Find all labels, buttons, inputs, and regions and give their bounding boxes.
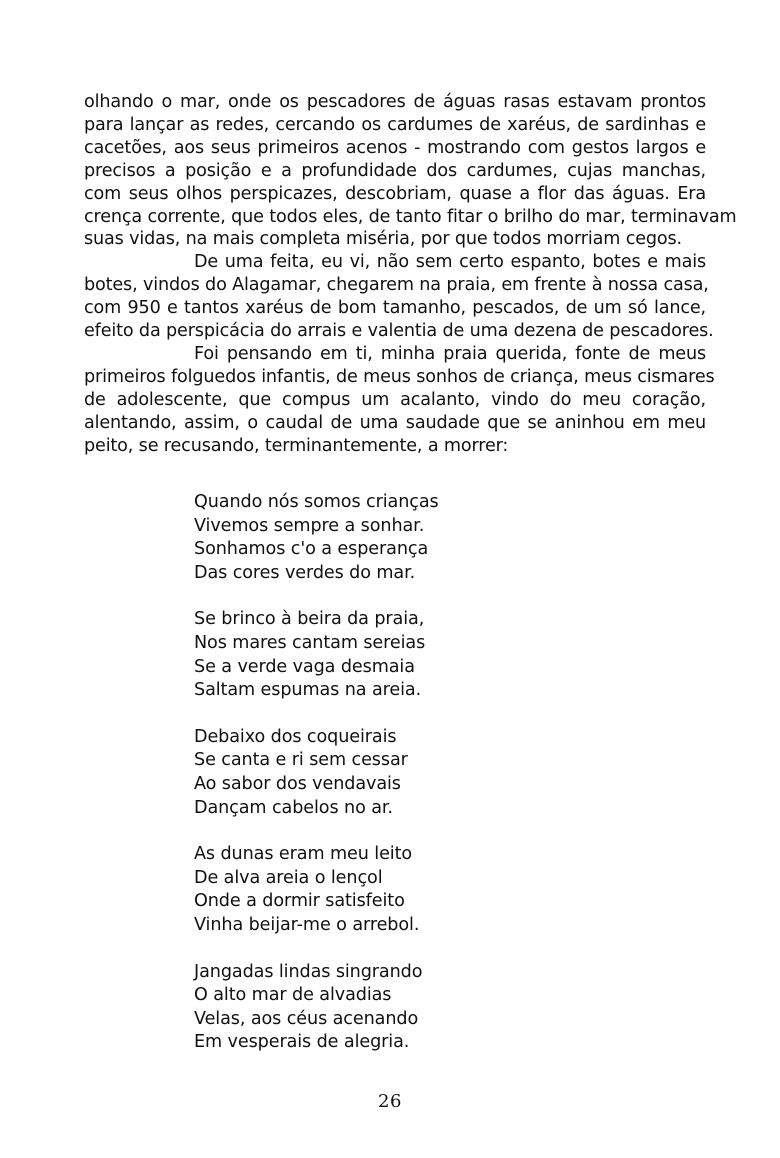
text-line: de adolescente, que compus um acalanto, vindo do meu coração, [84,389,706,410]
text-line: para lançar as redes, cercando os cardumes de xaréus, de sardinhas e [84,114,706,135]
poem-stanza [194,608,439,702]
text-line: olhando o mar, onde os pescadores de águas rasas estavam prontos [84,92,706,112]
prose-text [84,91,737,458]
poem-verse: Dançam cabelos no ar. [194,797,393,818]
poem-verse: Debaixo dos coqueirais [194,726,397,747]
poem-verse: Vinha beijar-me o arrebol. [194,914,420,935]
poem-verse: Nos mares cantam sereias [194,632,426,653]
poem-verse: Se canta e ri sem cessar [194,750,408,771]
text-line: crença corrente, que todos eles, de tanto fitar o brilho do mar, terminavam [84,206,737,227]
poem-verse: O alto mar de alvadias [194,985,392,1006]
text-line: com seus olhos perspicazes, descobriam, quase a flor das águas. Era [84,183,706,204]
text-line: suas vidas, na mais completa miséria, por que todos morriam cegos. [84,229,682,250]
poem-stanza [194,491,439,585]
text-line: De uma feita, eu vi, não sem certo espanto, botes e mais [194,252,706,273]
text-line: botes, vindos do Alagamar, chegarem na praia, em frente à nossa casa, [84,275,709,296]
poem-verse: Ao sabor dos vendavais [194,773,401,794]
poem-verse: Saltam espumas na areia. [194,680,422,701]
poem-verse: Onde a dormir satisfeito [194,891,405,912]
poem-stanza [194,843,439,937]
text-line: Foi pensando em ti, minha praia querida, fonte de meus [194,343,706,364]
paragraph-1 [84,91,737,251]
text-line: primeiros folguedos infantis, de meus sonhos de criança, meus cismares [84,366,715,387]
poem-verse: Se a verde vaga desmaia [194,656,415,677]
poem [194,491,439,1078]
text-line: com 950 e tantos xaréus de bom tamanho, pescados, de um só lance, [84,298,706,319]
text-line: efeito da perspicácia do arrais e valentia de uma dezena de pescadores. [84,321,714,342]
page-number: 26 [378,1091,402,1112]
poem-verse: Se brinco à beira da praia, [194,609,425,630]
poem-verse: Velas, aos céus acenando [194,1008,419,1029]
text-line: peito, se recusando, terminantemente, a morrer: [84,435,509,456]
text-line: precisos a posição e a profundidade dos cardumes, cujas manchas, [84,160,706,181]
poem-verse: As dunas eram meu leito [194,844,413,865]
poem-verse: Sonhamos c'o a esperança [194,539,429,560]
text-line: alentando, assim, o caudal de uma saudade que se aninhou em meu [84,412,706,433]
poem-verse: De alva areia o lençol [194,867,383,888]
paragraph-2 [84,251,714,343]
poem-verse: Em vesperais de alegria. [194,1032,410,1053]
paragraph-3 [84,343,715,458]
poem-verse: Quando nós somos crianças [194,492,439,512]
poem-verse: Jangadas lindas singrando [194,961,423,982]
poem-verse: Vivemos sempre a sonhar. [194,515,425,536]
text-line: cacetões, aos seus primeiros acenos - mostrando com gestos largos e [84,137,706,158]
poem-stanza [194,961,439,1055]
poem-stanza [194,726,439,820]
poem-verse: Das cores verdes do mar. [194,562,416,583]
